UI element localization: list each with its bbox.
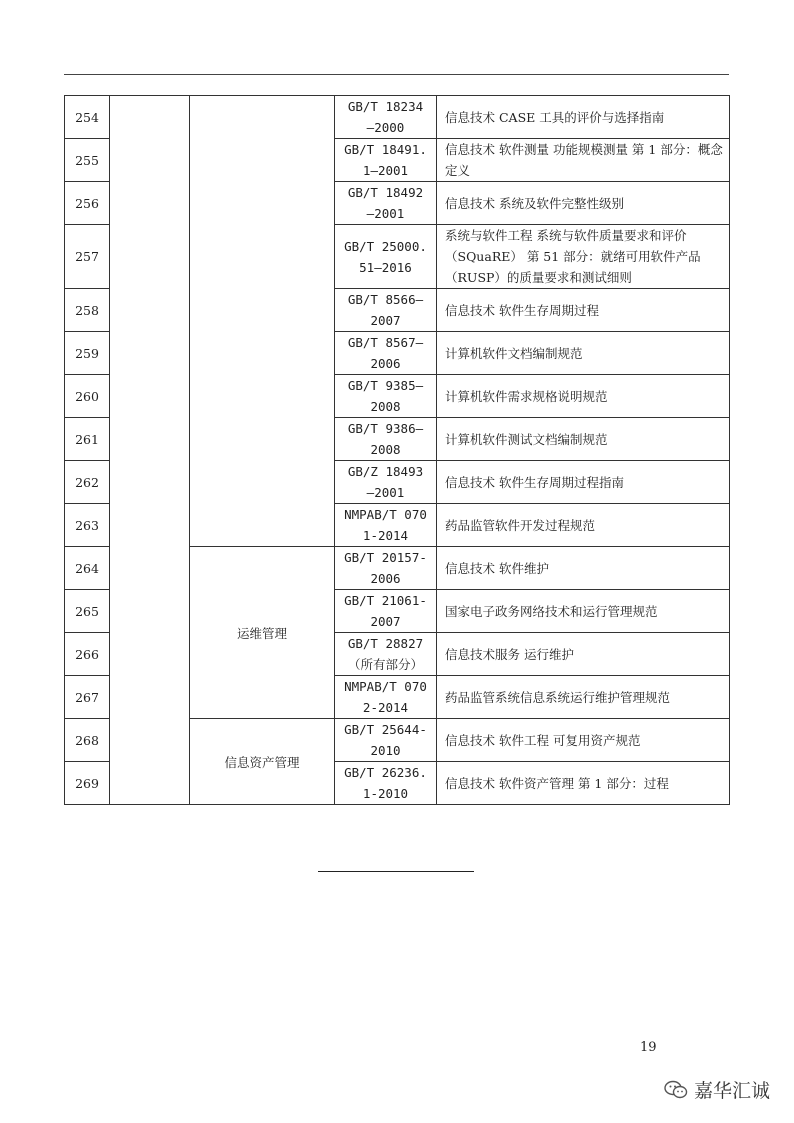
end-rule: [318, 871, 474, 872]
code-line-1: GB/T 25000.: [344, 238, 427, 254]
row-number: 256: [65, 182, 110, 225]
standard-code: [335, 461, 437, 504]
standard-code: [335, 504, 437, 547]
code-line-2: —2001: [366, 485, 405, 500]
standard-code: [335, 139, 437, 182]
row-number: 268: [65, 719, 110, 762]
code-line-2: 2008: [370, 399, 401, 414]
standard-code: [335, 182, 437, 225]
row-number: 263: [65, 504, 110, 547]
page-number: 19: [640, 1040, 657, 1055]
code-line-2: 51—2016: [359, 259, 412, 275]
standard-code: [335, 633, 437, 676]
row-number: 269: [65, 762, 110, 805]
standard-code: [335, 225, 437, 289]
row-number: 266: [65, 633, 110, 676]
code-line-2: 2008: [370, 442, 401, 457]
subcategory-cell: [190, 96, 335, 547]
code-line-2: 1—2001: [362, 163, 409, 178]
code-line-1: GB/T 18492: [347, 185, 424, 200]
standard-title: 计算机软件测试文档编制规范: [437, 418, 730, 461]
row-number: 260: [65, 375, 110, 418]
row-number: 261: [65, 418, 110, 461]
watermark: [664, 1076, 770, 1103]
standard-title: 信息技术 软件工程 可复用资产规范: [437, 719, 730, 762]
code-line-1: GB/T 26236.: [344, 765, 427, 780]
code-line-1: GB/Z 18493: [347, 464, 424, 479]
code-line-1: GB/T 25644-: [344, 722, 427, 737]
standard-code: [335, 418, 437, 461]
code-line-2: （所有部分）: [347, 657, 423, 672]
standard-title: 信息技术服务 运行维护: [437, 633, 730, 676]
code-line-1: GB/T 9385—: [347, 378, 424, 393]
code-line-2: 2006: [370, 356, 401, 371]
standard-title: 药品监管系统信息系统运行维护管理规范: [437, 676, 730, 719]
standard-title: 信息技术 软件维护: [437, 547, 730, 590]
row-number: 265: [65, 590, 110, 633]
code-line-1: GB/T 9386—: [347, 421, 424, 436]
row-number: 264: [65, 547, 110, 590]
category-cell: [110, 96, 190, 805]
code-line-1: GB/T 20157-: [344, 550, 427, 565]
row-number: 254: [65, 96, 110, 139]
code-line-1: GB/T 21061-: [344, 593, 427, 608]
code-line-1: NMPAB/T 070: [344, 507, 427, 522]
code-line-1: GB/T 18234: [347, 99, 424, 114]
table-row: [65, 96, 730, 139]
standard-title: 信息技术 软件测量 功能规模测量 第 1 部分：概念定义: [437, 139, 730, 182]
standard-code: [335, 676, 437, 719]
code-line-2: —2000: [366, 120, 405, 135]
code-line-2: 1-2010: [362, 786, 409, 801]
standard-title: 信息技术 软件生存周期过程: [437, 289, 730, 332]
code-line-1: GB/T 28827: [347, 636, 424, 651]
row-number: 255: [65, 139, 110, 182]
standard-title: 计算机软件需求规格说明规范: [437, 375, 730, 418]
standard-code: [335, 332, 437, 375]
group-asset: 信息资产管理: [190, 719, 335, 805]
code-line-1: GB/T 8566—: [347, 292, 424, 307]
standard-title: 计算机软件文档编制规范: [437, 332, 730, 375]
standard-title: 系统与软件工程 系统与软件质量要求和评价（SQuaRE） 第 51 部分：就绪可用软件产品（RUSP）的质量要求和测试细则: [437, 225, 730, 289]
standard-title: 信息技术 系统及软件完整性级别: [437, 182, 730, 225]
standard-code: [335, 96, 437, 139]
standard-title: 信息技术 CASE 工具的评价与选择指南: [437, 96, 730, 139]
row-number: 267: [65, 676, 110, 719]
code-line-2: 2-2014: [362, 700, 409, 715]
code-line-2: 2006: [370, 571, 401, 586]
code-line-1: GB/T 18491.: [344, 142, 427, 157]
code-line-1: NMPAB/T 070: [344, 679, 427, 694]
standard-code: [335, 289, 437, 332]
header-rule: [64, 74, 729, 75]
standard-title: 信息技术 软件资产管理 第 1 部分：过程: [437, 762, 730, 805]
code-line-2: —2001: [366, 206, 405, 221]
wechat-icon: [664, 1080, 688, 1100]
row-number: 257: [65, 225, 110, 289]
standard-code: [335, 375, 437, 418]
code-line-2: 2007: [370, 614, 401, 629]
row-number: 258: [65, 289, 110, 332]
standard-title: 国家电子政务网络技术和运行管理规范: [437, 590, 730, 633]
standard-code: [335, 719, 437, 762]
code-line-2: 2010: [370, 743, 401, 758]
standard-title: 信息技术 软件生存周期过程指南: [437, 461, 730, 504]
watermark-text: 嘉华汇诚: [694, 1080, 771, 1102]
row-number: 259: [65, 332, 110, 375]
standard-code: [335, 590, 437, 633]
standard-code: [335, 547, 437, 590]
group-ops: 运维管理: [190, 547, 335, 719]
standard-code: [335, 762, 437, 805]
code-line-1: GB/T 8567—: [347, 335, 424, 350]
standards-table: [64, 95, 730, 805]
standard-title: 药品监管软件开发过程规范: [437, 504, 730, 547]
code-line-2: 1-2014: [362, 528, 409, 543]
row-number: 262: [65, 461, 110, 504]
code-line-2: 2007: [370, 313, 401, 328]
